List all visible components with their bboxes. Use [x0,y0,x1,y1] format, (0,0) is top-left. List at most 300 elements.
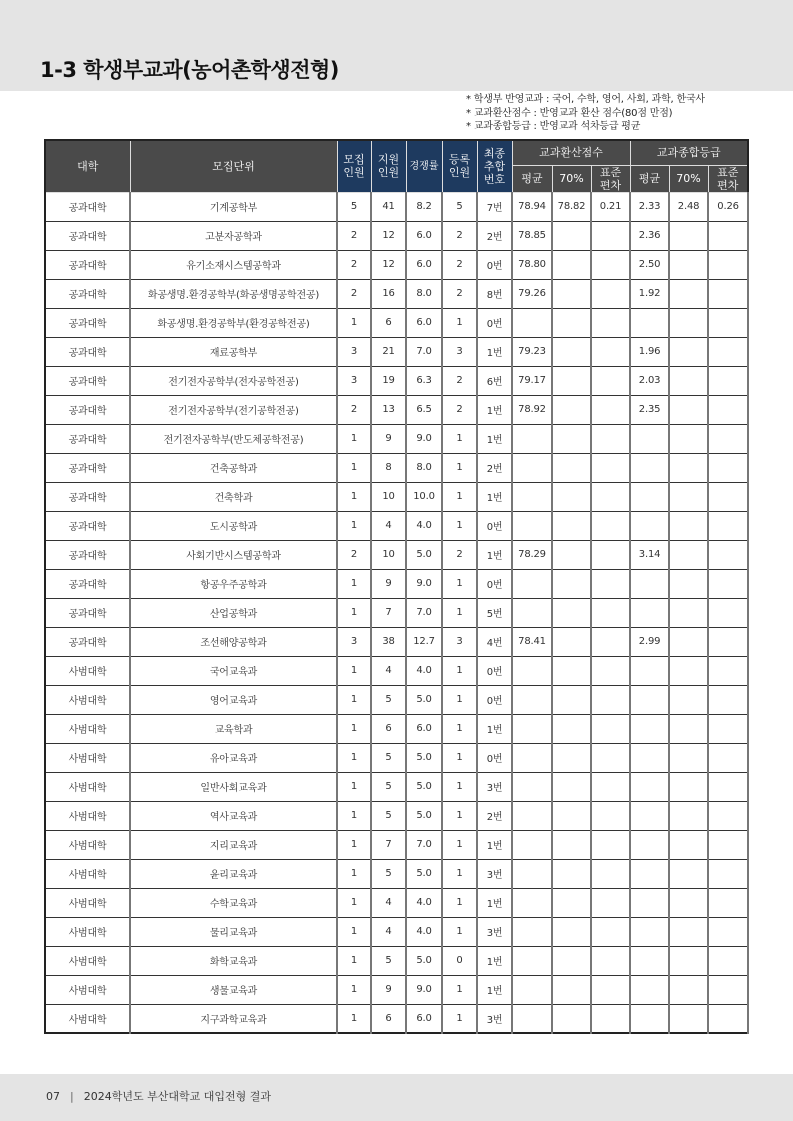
cell-enrolled: 2 [442,221,477,250]
cell-grade-std [708,714,748,743]
cell-grade-avg [630,656,669,685]
cell-grade-70 [669,1004,708,1033]
table-row [45,424,748,453]
cell-grade-std [708,598,748,627]
cell-unit: 유아교육과 [130,743,337,772]
cell-quota: 2 [337,279,371,308]
note-score: * 교과환산점수 : 반영교과 환산 점수(80점 만점) [466,107,673,119]
cell-enrolled: 1 [442,511,477,540]
cell-college: 사범대학 [45,859,130,888]
cell-applicants: 41 [371,192,406,221]
cell-grade-avg [630,772,669,801]
cell-applicants: 4 [371,917,406,946]
cell-unit: 지구과학교육과 [130,1004,337,1033]
cell-unit: 화공생명.환경공학부(화공생명공학전공) [130,279,337,308]
header-grade-avg: 평균 [630,165,669,192]
cell-unit: 생물교육과 [130,975,337,1004]
table-row [45,1004,748,1033]
header-grade-std: 표준 편차 [708,165,748,192]
cell-unit: 기계공학부 [130,192,337,221]
table-body [45,192,748,1033]
cell-college: 사범대학 [45,1004,130,1033]
cell-ratio: 4.0 [406,888,442,917]
header-score-group: 교과환산점수 [512,140,630,165]
cell-score-70 [552,569,591,598]
cell-enrolled: 1 [442,714,477,743]
cell-quota: 2 [337,221,371,250]
cell-score-std [591,395,630,424]
cell-grade-70 [669,917,708,946]
cell-grade-70 [669,308,708,337]
cell-grade-std [708,685,748,714]
cell-applicants: 21 [371,337,406,366]
table-row [45,337,748,366]
cell-quota: 1 [337,598,371,627]
cell-college: 공과대학 [45,308,130,337]
cell-college: 공과대학 [45,221,130,250]
table-row [45,511,748,540]
cell-ratio: 5.0 [406,685,442,714]
cell-score-70 [552,714,591,743]
cell-enrolled: 1 [442,801,477,830]
header-college: 대학 [45,140,130,192]
cell-score-70 [552,830,591,859]
cell-grade-std [708,337,748,366]
page-number: 07 [46,1090,60,1103]
cell-ratio: 4.0 [406,656,442,685]
footer-text: 2024학년도 부산대학교 대입전형 결과 [83,1090,271,1103]
cell-grade-avg [630,801,669,830]
cell-college: 사범대학 [45,685,130,714]
cell-final-rank: 1번 [477,888,512,917]
table-row [45,540,748,569]
cell-ratio: 9.0 [406,975,442,1004]
cell-grade-std [708,1004,748,1033]
cell-quota: 1 [337,453,371,482]
cell-ratio: 5.0 [406,772,442,801]
cell-quota: 1 [337,859,371,888]
cell-quota: 1 [337,946,371,975]
cell-quota: 1 [337,569,371,598]
cell-grade-70 [669,250,708,279]
table-row [45,714,748,743]
cell-grade-std [708,569,748,598]
cell-grade-avg [630,1004,669,1033]
cell-final-rank: 0번 [477,308,512,337]
cell-college: 공과대학 [45,511,130,540]
cell-applicants: 5 [371,859,406,888]
cell-score-avg [512,1004,552,1033]
cell-grade-70 [669,395,708,424]
cell-applicants: 5 [371,946,406,975]
cell-ratio: 9.0 [406,569,442,598]
cell-college: 사범대학 [45,917,130,946]
cell-enrolled: 2 [442,366,477,395]
cell-score-std [591,627,630,656]
cell-unit: 수학교육과 [130,888,337,917]
cell-final-rank: 1번 [477,714,512,743]
cell-enrolled: 1 [442,975,477,1004]
cell-applicants: 12 [371,221,406,250]
cell-score-std [591,743,630,772]
cell-grade-std [708,511,748,540]
cell-ratio: 5.0 [406,801,442,830]
cell-quota: 3 [337,366,371,395]
cell-score-avg [512,308,552,337]
cell-college: 공과대학 [45,192,130,221]
cell-unit: 영어교육과 [130,685,337,714]
table-row [45,221,748,250]
page-title: 1-3 학생부교과(농어촌학생전형) [40,58,339,82]
cell-score-std [591,453,630,482]
cell-grade-avg [630,859,669,888]
cell-applicants: 9 [371,569,406,598]
cell-grade-std [708,830,748,859]
cell-score-avg: 78.94 [512,192,552,221]
cell-grade-std [708,656,748,685]
cell-applicants: 4 [371,656,406,685]
cell-applicants: 5 [371,685,406,714]
cell-score-avg: 79.26 [512,279,552,308]
cell-grade-avg [630,424,669,453]
cell-final-rank: 1번 [477,975,512,1004]
cell-grade-70 [669,830,708,859]
cell-applicants: 10 [371,482,406,511]
cell-grade-70 [669,801,708,830]
cell-unit: 화학교육과 [130,946,337,975]
cell-ratio: 6.0 [406,308,442,337]
cell-applicants: 7 [371,830,406,859]
cell-quota: 1 [337,772,371,801]
cell-grade-avg [630,946,669,975]
cell-grade-avg [630,685,669,714]
header-quota: 모집 인원 [337,140,371,192]
cell-final-rank: 0번 [477,743,512,772]
cell-score-std [591,888,630,917]
table-row [45,656,748,685]
cell-score-std [591,540,630,569]
cell-final-rank: 2번 [477,801,512,830]
table-row [45,975,748,1004]
cell-enrolled: 1 [442,598,477,627]
cell-score-70 [552,859,591,888]
cell-unit: 전기전자공학부(전기공학전공) [130,395,337,424]
cell-grade-std: 0.26 [708,192,748,221]
cell-college: 공과대학 [45,598,130,627]
cell-score-70 [552,308,591,337]
cell-grade-70 [669,279,708,308]
cell-grade-70 [669,221,708,250]
cell-grade-avg [630,482,669,511]
admission-results-table [44,139,749,1034]
header-grade-70: 70% [669,165,708,192]
cell-grade-70 [669,685,708,714]
cell-score-std [591,221,630,250]
cell-grade-std [708,627,748,656]
cell-score-std [591,714,630,743]
cell-grade-std [708,366,748,395]
cell-grade-std [708,540,748,569]
cell-grade-std [708,279,748,308]
notes [466,93,705,134]
cell-grade-70 [669,714,708,743]
cell-unit: 윤리교육과 [130,859,337,888]
cell-grade-70 [669,540,708,569]
cell-unit: 조선해양공학과 [130,627,337,656]
cell-unit: 일반사회교육과 [130,772,337,801]
cell-score-std [591,859,630,888]
cell-ratio: 6.0 [406,221,442,250]
cell-quota: 2 [337,250,371,279]
cell-ratio: 6.3 [406,366,442,395]
cell-ratio: 5.0 [406,859,442,888]
table-row [45,598,748,627]
cell-enrolled: 1 [442,830,477,859]
cell-quota: 1 [337,801,371,830]
cell-grade-70 [669,569,708,598]
cell-grade-std [708,917,748,946]
table-row [45,453,748,482]
header-score-std: 표준 편차 [591,165,630,192]
cell-score-std [591,308,630,337]
cell-ratio: 7.0 [406,598,442,627]
cell-score-std [591,656,630,685]
cell-final-rank: 1번 [477,395,512,424]
cell-applicants: 5 [371,743,406,772]
cell-score-70 [552,772,591,801]
cell-ratio: 8.0 [406,279,442,308]
cell-grade-std [708,250,748,279]
cell-score-avg: 78.29 [512,540,552,569]
cell-final-rank: 7번 [477,192,512,221]
cell-quota: 1 [337,888,371,917]
cell-score-70: 78.82 [552,192,591,221]
cell-college: 사범대학 [45,656,130,685]
cell-score-avg [512,859,552,888]
cell-enrolled: 3 [442,337,477,366]
cell-grade-avg: 3.14 [630,540,669,569]
cell-unit: 건축공학과 [130,453,337,482]
cell-enrolled: 1 [442,569,477,598]
cell-grade-avg [630,888,669,917]
cell-score-avg: 78.92 [512,395,552,424]
cell-score-std [591,279,630,308]
cell-score-std [591,598,630,627]
cell-college: 공과대학 [45,540,130,569]
cell-final-rank: 4번 [477,627,512,656]
cell-grade-70 [669,511,708,540]
table-row [45,801,748,830]
cell-score-70 [552,598,591,627]
cell-ratio: 4.0 [406,511,442,540]
cell-college: 사범대학 [45,772,130,801]
cell-final-rank: 1번 [477,946,512,975]
cell-score-70 [552,511,591,540]
cell-applicants: 7 [371,598,406,627]
cell-college: 공과대학 [45,482,130,511]
cell-score-avg [512,830,552,859]
cell-grade-avg [630,917,669,946]
cell-grade-avg [630,598,669,627]
table-row [45,366,748,395]
cell-score-70 [552,888,591,917]
cell-final-rank: 0번 [477,569,512,598]
cell-unit: 산업공학과 [130,598,337,627]
cell-ratio: 10.0 [406,482,442,511]
cell-score-avg [512,714,552,743]
cell-score-avg [512,656,552,685]
table-row [45,685,748,714]
cell-quota: 1 [337,308,371,337]
cell-final-rank: 6번 [477,366,512,395]
cell-grade-70 [669,772,708,801]
cell-score-std [591,1004,630,1033]
cell-applicants: 9 [371,975,406,1004]
cell-grade-avg: 2.35 [630,395,669,424]
cell-final-rank: 3번 [477,859,512,888]
cell-score-70 [552,743,591,772]
cell-ratio: 6.5 [406,395,442,424]
cell-grade-std [708,221,748,250]
footer [46,1088,271,1104]
cell-applicants: 4 [371,888,406,917]
table-row [45,482,748,511]
cell-college: 사범대학 [45,830,130,859]
header-grade-group: 교과종합등급 [630,140,748,165]
cell-grade-avg [630,830,669,859]
cell-score-avg [512,424,552,453]
cell-enrolled: 2 [442,540,477,569]
cell-enrolled: 1 [442,1004,477,1033]
cell-college: 사범대학 [45,714,130,743]
cell-score-avg: 78.41 [512,627,552,656]
cell-ratio: 4.0 [406,917,442,946]
cell-score-70 [552,453,591,482]
cell-score-avg [512,743,552,772]
cell-final-rank: 1번 [477,424,512,453]
cell-final-rank: 0번 [477,511,512,540]
note-subjects: * 학생부 반영교과 : 국어, 수학, 영어, 사회, 과학, 한국사 [466,94,705,105]
table-row [45,627,748,656]
cell-grade-70 [669,337,708,366]
cell-quota: 1 [337,482,371,511]
cell-quota: 2 [337,395,371,424]
table-row [45,946,748,975]
cell-enrolled: 1 [442,453,477,482]
cell-applicants: 10 [371,540,406,569]
cell-enrolled: 3 [442,627,477,656]
cell-grade-std [708,859,748,888]
cell-grade-70 [669,453,708,482]
cell-score-70 [552,424,591,453]
cell-score-avg [512,598,552,627]
cell-grade-70 [669,859,708,888]
cell-score-avg [512,685,552,714]
cell-score-avg [512,975,552,1004]
cell-college: 사범대학 [45,888,130,917]
cell-unit: 항공우주공학과 [130,569,337,598]
header-score-avg: 평균 [512,165,552,192]
cell-college: 공과대학 [45,569,130,598]
cell-quota: 5 [337,192,371,221]
cell-final-rank: 3번 [477,1004,512,1033]
cell-college: 사범대학 [45,801,130,830]
cell-applicants: 16 [371,279,406,308]
cell-ratio: 5.0 [406,743,442,772]
cell-quota: 1 [337,714,371,743]
cell-score-70 [552,540,591,569]
table-row [45,395,748,424]
cell-grade-70: 2.48 [669,192,708,221]
cell-college: 공과대학 [45,424,130,453]
cell-score-70 [552,627,591,656]
cell-enrolled: 5 [442,192,477,221]
cell-score-std [591,830,630,859]
cell-grade-avg: 2.50 [630,250,669,279]
cell-college: 사범대학 [45,975,130,1004]
cell-grade-std [708,772,748,801]
header-score-70: 70% [552,165,591,192]
cell-final-rank: 1번 [477,482,512,511]
cell-score-std: 0.21 [591,192,630,221]
cell-quota: 1 [337,685,371,714]
cell-score-avg [512,946,552,975]
cell-ratio: 5.0 [406,540,442,569]
cell-score-70 [552,801,591,830]
cell-enrolled: 1 [442,685,477,714]
cell-score-70 [552,975,591,1004]
cell-grade-std [708,482,748,511]
cell-applicants: 19 [371,366,406,395]
cell-grade-avg: 2.33 [630,192,669,221]
cell-score-70 [552,685,591,714]
cell-grade-std [708,801,748,830]
cell-grade-avg [630,975,669,1004]
table-row [45,308,748,337]
table-row [45,192,748,221]
cell-score-avg [512,772,552,801]
cell-ratio: 8.0 [406,453,442,482]
cell-score-std [591,337,630,366]
cell-final-rank: 2번 [477,221,512,250]
cell-grade-std [708,743,748,772]
cell-college: 공과대학 [45,395,130,424]
cell-score-70 [552,279,591,308]
cell-grade-std [708,888,748,917]
cell-score-std [591,917,630,946]
cell-unit: 화공생명.환경공학부(환경공학전공) [130,308,337,337]
cell-score-std [591,250,630,279]
cell-quota: 1 [337,917,371,946]
cell-quota: 1 [337,1004,371,1033]
cell-score-70 [552,395,591,424]
cell-grade-std [708,975,748,1004]
cell-final-rank: 8번 [477,279,512,308]
cell-applicants: 6 [371,308,406,337]
cell-enrolled: 1 [442,888,477,917]
header-unit: 모집단위 [130,140,337,192]
cell-score-std [591,975,630,1004]
cell-final-rank: 3번 [477,917,512,946]
footer-separator: | [70,1090,74,1103]
cell-grade-std [708,424,748,453]
table-row [45,569,748,598]
cell-ratio: 7.0 [406,830,442,859]
cell-final-rank: 1번 [477,540,512,569]
cell-score-70 [552,337,591,366]
cell-score-70 [552,917,591,946]
cell-grade-avg: 1.92 [630,279,669,308]
